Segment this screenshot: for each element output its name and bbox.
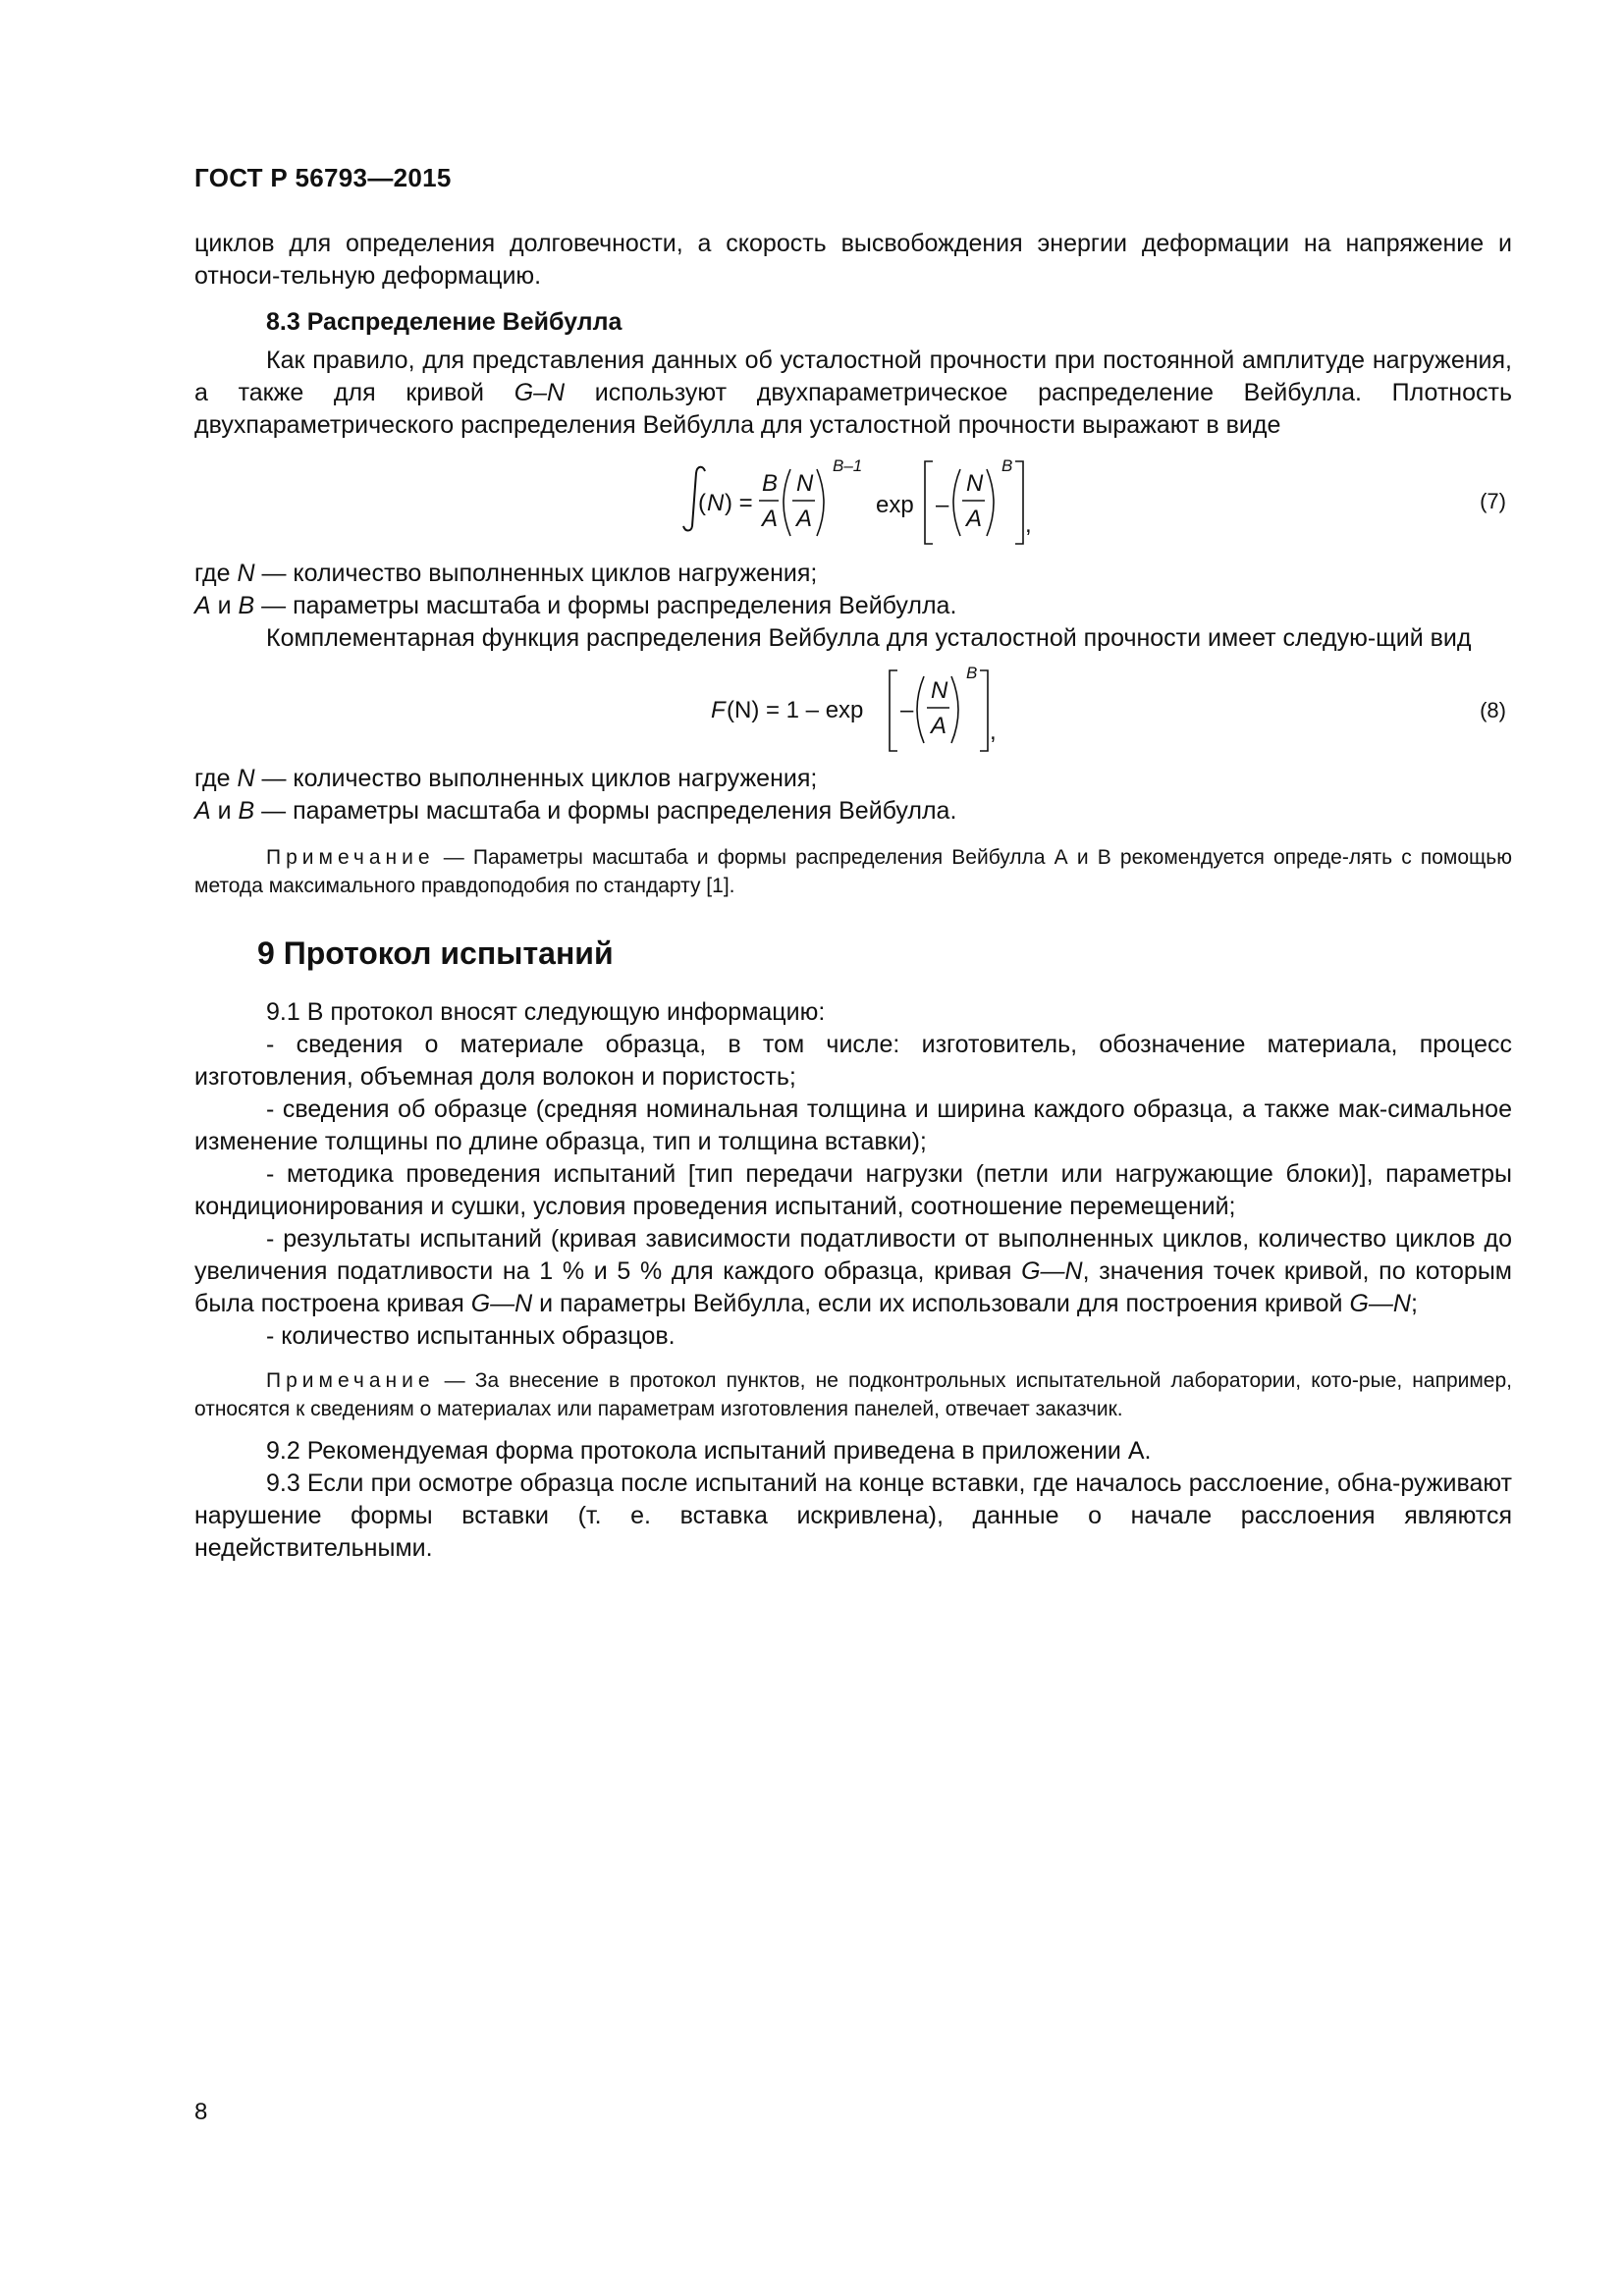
svg-text:exp: exp	[876, 492, 914, 518]
svg-text:–: –	[900, 697, 914, 723]
svg-text:B: B	[762, 470, 779, 497]
where-ab-2: A и B — параметры масштаба и формы распределения Вейбулла.	[194, 797, 957, 825]
svg-text:A: A	[931, 713, 947, 739]
bullet-count: - количество испытанных образцов.	[266, 1322, 676, 1350]
where-n-2: где N — количество выполненных циклов нагружения;	[194, 765, 818, 792]
note-weibull: Примечание — Параметры масштаба и формы распределения Вейбулла А и В рекомендуется опреде-лять с помощью метода максимального правдоподобия по стандарту [1].	[194, 846, 1512, 897]
equation-8	[194, 655, 1512, 763]
equation-7	[194, 442, 1512, 558]
intro-paragraph: циклов для определения долговечности, а скорость высвобождения энергии деформации на напряжение и относи-тельную деформацию.	[194, 230, 1512, 290]
svg-text:B–1: B–1	[833, 456, 863, 475]
standard-header: ГОСТ Р 56793—2015	[194, 163, 452, 192]
svg-text:F: F	[711, 697, 726, 723]
weibull-paragraph-2: Комплементарная функция распределения Вейбулла для усталостной прочности имеет следую-щий вид	[266, 624, 1472, 652]
weibull-paragraph-1: Как правило, для представления данных об усталостной прочности при постоянной амплитуде нагружения, а также для кривой G–N используют двухпараметрическое распределение Вейбулла. Плотность двухпараметрического распределения Вейбулла для усталостной прочности выражают в виде	[194, 347, 1512, 439]
where-ab-1: A и B — параметры масштаба и формы распределения Вейбулла.	[194, 592, 957, 619]
svg-text:,: ,	[990, 719, 997, 745]
page-content	[194, 228, 1512, 1565]
bullet-results: - результаты испытаний (кривая зависимости податливости от выполненных циклов, количество циклов до увеличения податливости на 1 % и 5 % для каждого образца, кривая G—N, значения точек кривой, по которым была построена кривая G—N и параметры Вейбулла, если их использовали для построения кривой G—N;	[194, 1225, 1512, 1317]
para-9-1: 9.1 В протокол вносят следующую информацию:	[266, 998, 826, 1026]
section-8-3-title: 8.3 Распределение Вейбулла	[266, 308, 622, 336]
svg-text:N: N	[931, 677, 948, 704]
svg-text:B: B	[966, 664, 978, 682]
svg-text:(: (	[698, 490, 706, 516]
svg-text:–: –	[936, 492, 949, 518]
svg-text:N: N	[966, 470, 984, 497]
note-protocol: Примечание — За внесение в протокол пунктов, не подконтрольных испытательной лаборатории, кото-рые, например, относятся к сведениям о материалах или параметрам изготовления панелей, отвечает заказчик.	[194, 1369, 1512, 1420]
bullet-material: - сведения о материале образца, в том числе: изготовитель, обозначение материала, процесс изготовления, объемная доля волокон и пористость;	[194, 1031, 1512, 1091]
para-9-2: 9.2 Рекомендуемая форма протокола испытаний приведена в приложении А.	[266, 1437, 1152, 1465]
where-n-1: где N — количество выполненных циклов нагружения;	[194, 560, 818, 587]
svg-text:A: A	[796, 506, 813, 532]
svg-text:(N) = 1 – exp: (N) = 1 – exp	[727, 697, 864, 723]
equation-8-number: (8)	[1480, 698, 1506, 722]
page-number: 8	[194, 2099, 208, 2125]
equation-7-number: (7)	[1480, 489, 1506, 513]
svg-text:,: ,	[1025, 511, 1032, 538]
para-9-3: 9.3 Если при осмотре образца после испытаний на конце вставки, где началось расслоение, обна-руживают нарушение формы вставки (т. е. вставка искривлена), данные о начале расслоения являются недействительными.	[194, 1469, 1512, 1562]
svg-text:A: A	[966, 506, 983, 532]
svg-text:) =: ) =	[725, 490, 753, 516]
bullet-method: - методика проведения испытаний [тип передачи нагрузки (петли или нагружающие блоки)], параметры кондиционирования и сушки, условия проведения испытаний, соотношение перемещений;	[194, 1160, 1512, 1220]
svg-text:N: N	[707, 490, 725, 516]
svg-text:B: B	[1001, 456, 1013, 475]
svg-text:A: A	[762, 506, 779, 532]
svg-text:N: N	[796, 470, 814, 497]
equation-8-graphic	[194, 655, 1512, 763]
section-9-title: 9 Протокол испытаний	[257, 935, 614, 971]
bullet-specimen: - сведения об образце (средняя номинальная толщина и ширина каждого образца, а также мак-симальное изменение толщины по длине образца, тип и толщина вставки);	[194, 1095, 1512, 1155]
equation-7-graphic	[194, 442, 1512, 558]
